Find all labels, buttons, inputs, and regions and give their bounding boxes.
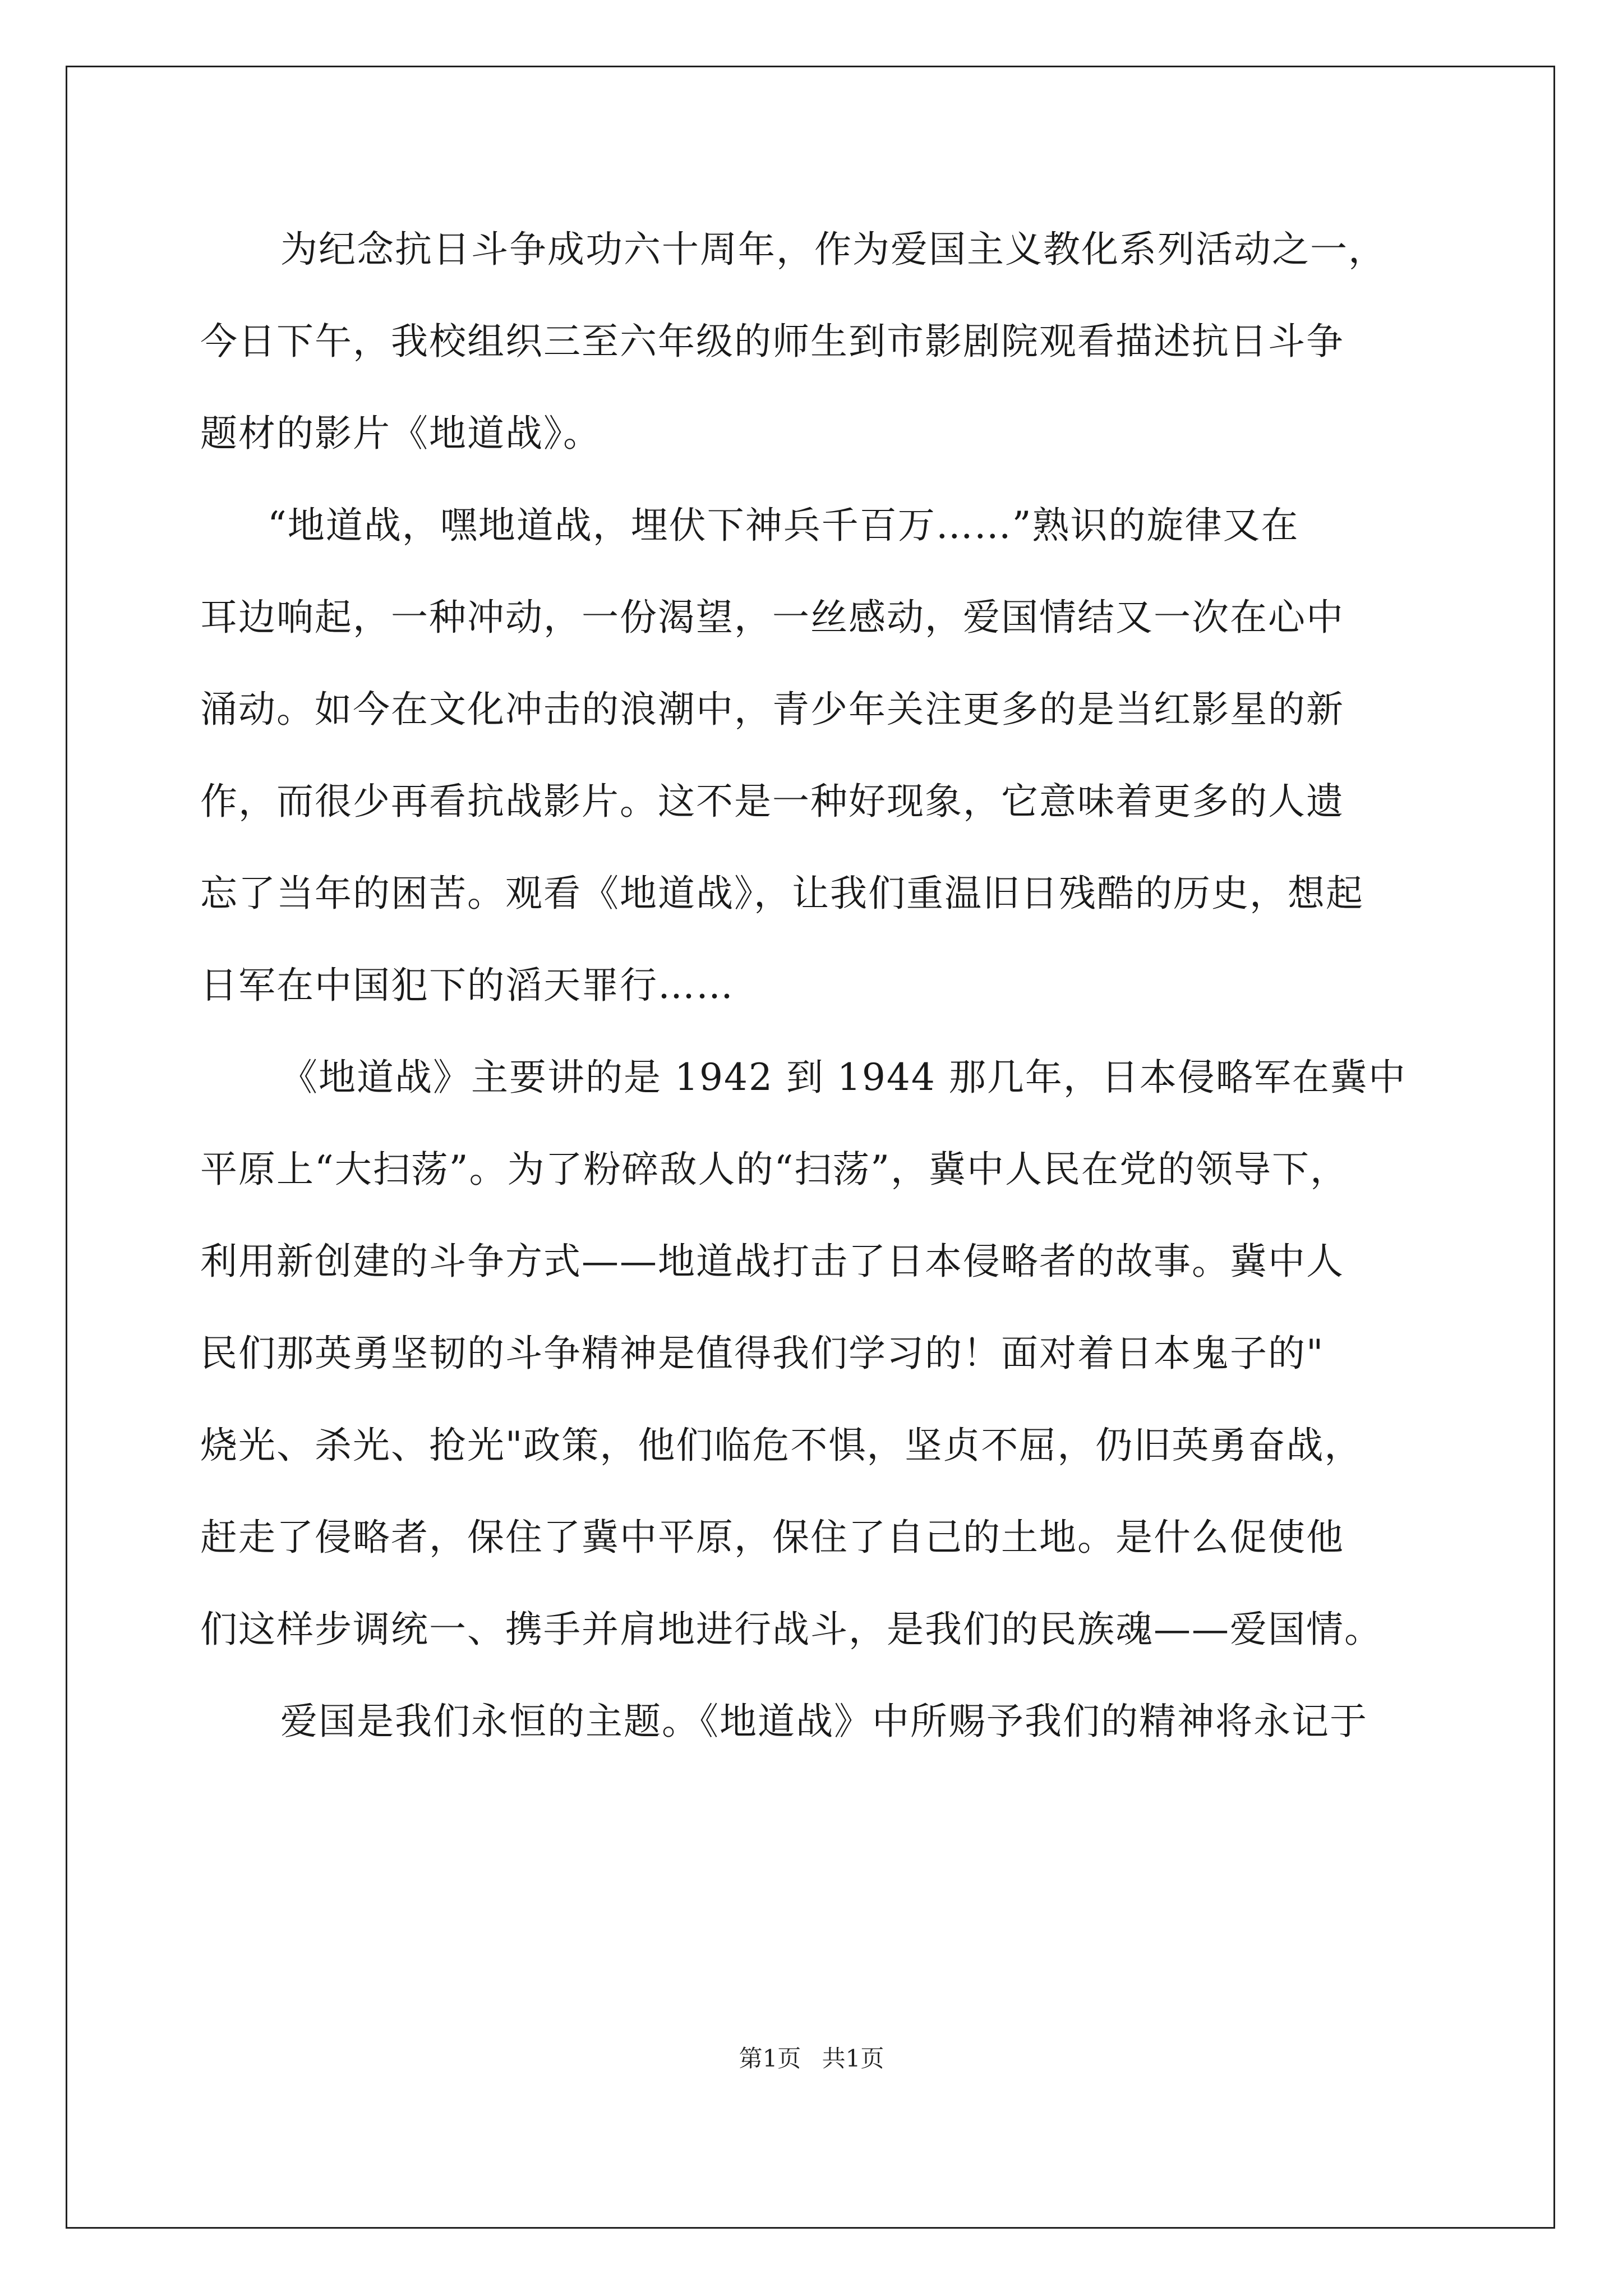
text-line-6: 涌动。如今在文化冲击的浪潮中，青少年关注更多的是当红影星的新 xyxy=(200,688,1344,731)
text-line-14: 烧光、杀光、抢光"政策，他们临危不惧，坚贞不屈，仍旧英勇奋战， xyxy=(200,1424,1363,1467)
text-line-4: “地道战，嘿地道战，埋伏下神兵千百万……”熟识的旋律又在 xyxy=(268,504,1299,547)
text-line-9: 日军在中国犯下的滔天罪行…… xyxy=(200,964,734,1007)
text-line-7: 作，而很少再看抗战影片。这不是一种好现象，它意味着更多的人遗 xyxy=(200,780,1344,823)
text-line-10: 《地道战》主要讲的是 1942 到 1944 那几年，日本侵略军在冀中 xyxy=(280,1056,1407,1099)
text-line-13: 民们那英勇坚韧的斗争精神是值得我们学习的！面对着日本鬼子的" xyxy=(200,1332,1325,1375)
text-line-16: 们这样步调统一、携手并肩地进行战斗，是我们的民族魂——爱国情。 xyxy=(200,1608,1382,1651)
text-line-3: 题材的影片《地道战》。 xyxy=(200,412,601,455)
document-body xyxy=(200,219,1428,1783)
text-line-11: 平原上“大扫荡”。为了粉碎敌人的“扫荡”，冀中人民在党的领导下， xyxy=(200,1148,1348,1191)
text-line-2: 今日下午，我校组织三至六年级的师生到市影剧院观看描述抗日斗争 xyxy=(200,320,1344,363)
page-footer xyxy=(0,2042,1623,2076)
page-number: 第1页 xyxy=(739,2045,801,2072)
text-line-15: 赶走了侵略者，保住了冀中平原，保住了自己的土地。是什么促使他 xyxy=(200,1516,1344,1559)
page-total: 共1页 xyxy=(822,2045,884,2072)
text-line-17: 爱国是我们永恒的主题。《地道战》中所赐予我们的精神将永记于 xyxy=(280,1700,1368,1743)
text-line-12: 利用新创建的斗争方式——地道战打击了日本侵略者的故事。冀中人 xyxy=(200,1240,1344,1283)
text-line-1: 为纪念抗日斗争成功六十周年，作为爱国主义教化系列活动之一， xyxy=(280,228,1386,271)
text-line-8: 忘了当年的困苦。观看《地道战》，让我们重温旧日残酷的历史，想起 xyxy=(200,872,1364,915)
text-line-5: 耳边响起，一种冲动，一份渴望，一丝感动，爱国情结又一次在心中 xyxy=(200,596,1344,639)
